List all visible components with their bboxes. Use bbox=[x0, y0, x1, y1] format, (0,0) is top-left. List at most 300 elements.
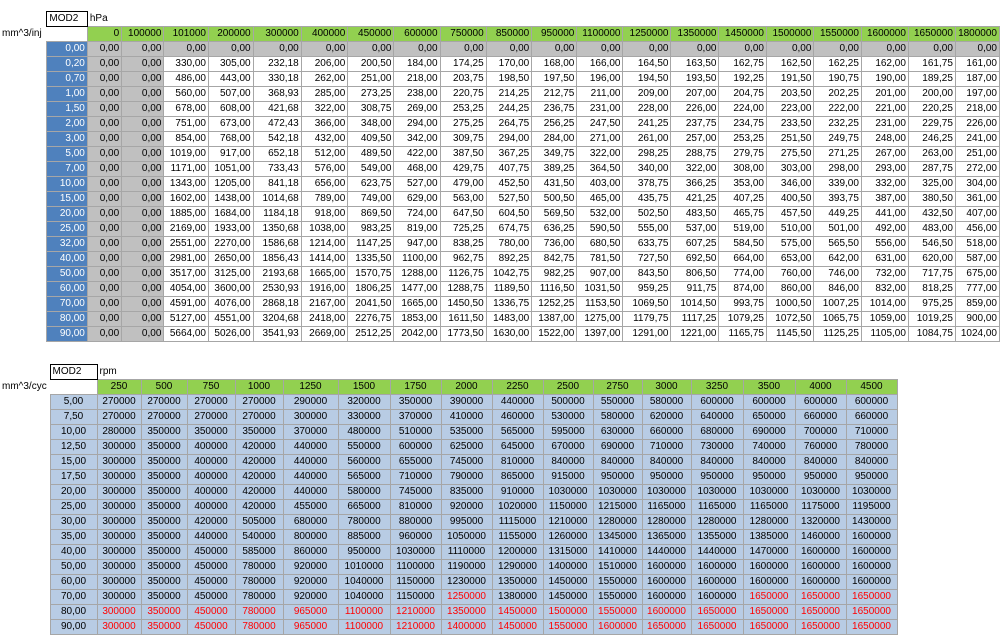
data-cell[interactable]: 512,00 bbox=[301, 147, 348, 162]
row-header-cell[interactable]: 10,00 bbox=[50, 425, 97, 440]
data-cell[interactable]: 0,00 bbox=[122, 147, 164, 162]
data-cell[interactable]: 300000 bbox=[97, 470, 141, 485]
data-cell[interactable]: 590,50 bbox=[577, 222, 623, 237]
data-cell[interactable]: 1450000 bbox=[543, 575, 593, 590]
data-cell[interactable]: 660000 bbox=[846, 410, 897, 425]
column-header-cell[interactable]: 200000 bbox=[208, 27, 253, 42]
data-cell[interactable]: 196,00 bbox=[577, 72, 623, 87]
data-cell[interactable]: 1280000 bbox=[593, 515, 642, 530]
data-cell[interactable]: 0,00 bbox=[348, 42, 394, 57]
data-cell[interactable]: 0,00 bbox=[671, 42, 719, 57]
sheet1-unit-cell[interactable]: hPa bbox=[87, 12, 121, 27]
data-cell[interactable]: 370000 bbox=[390, 410, 441, 425]
data-cell[interactable]: 642,00 bbox=[814, 252, 861, 267]
data-cell[interactable]: 565,50 bbox=[814, 237, 861, 252]
data-cell[interactable]: 1079,25 bbox=[719, 312, 766, 327]
data-cell[interactable]: 678,00 bbox=[164, 102, 209, 117]
data-cell[interactable]: 1600000 bbox=[743, 560, 795, 575]
row-header-cell[interactable]: 0,20 bbox=[47, 57, 88, 72]
data-cell[interactable]: 840000 bbox=[642, 455, 691, 470]
data-cell[interactable]: 162,00 bbox=[861, 57, 908, 72]
column-header-cell[interactable]: 750 bbox=[187, 380, 235, 395]
column-header-cell[interactable]: 1450000 bbox=[719, 27, 766, 42]
data-cell[interactable]: 1051,00 bbox=[208, 162, 253, 177]
row-header-cell[interactable]: 15,00 bbox=[50, 455, 97, 470]
data-cell[interactable]: 1650000 bbox=[795, 605, 846, 620]
data-cell[interactable]: 1290000 bbox=[492, 560, 543, 575]
data-cell[interactable]: 1165000 bbox=[642, 500, 691, 515]
data-cell[interactable]: 4551,00 bbox=[208, 312, 253, 327]
data-cell[interactable]: 733,43 bbox=[253, 162, 301, 177]
row-header-cell[interactable]: 15,00 bbox=[47, 192, 88, 207]
data-cell[interactable]: 332,00 bbox=[861, 177, 908, 192]
data-cell[interactable]: 1065,75 bbox=[814, 312, 861, 327]
data-cell[interactable]: 1210000 bbox=[390, 620, 441, 635]
data-cell[interactable]: 5127,00 bbox=[164, 312, 209, 327]
data-cell[interactable]: 675,00 bbox=[955, 267, 999, 282]
data-cell[interactable]: 959,25 bbox=[623, 282, 671, 297]
data-cell[interactable]: 620,00 bbox=[908, 252, 955, 267]
data-cell[interactable]: 865000 bbox=[492, 470, 543, 485]
data-cell[interactable]: 585000 bbox=[235, 545, 283, 560]
data-cell[interactable]: 422,00 bbox=[394, 147, 440, 162]
data-cell[interactable]: 322,00 bbox=[577, 147, 623, 162]
data-cell[interactable]: 1470000 bbox=[743, 545, 795, 560]
data-cell[interactable]: 407,75 bbox=[486, 162, 532, 177]
data-cell[interactable]: 874,00 bbox=[719, 282, 766, 297]
data-cell[interactable]: 353,00 bbox=[719, 177, 766, 192]
data-cell[interactable]: 211,00 bbox=[577, 87, 623, 102]
data-cell[interactable]: 760,00 bbox=[766, 267, 813, 282]
data-cell[interactable]: 832,00 bbox=[861, 282, 908, 297]
data-cell[interactable]: 1315000 bbox=[543, 545, 593, 560]
data-cell[interactable]: 507,00 bbox=[208, 87, 253, 102]
row-header-cell[interactable]: 20,00 bbox=[50, 485, 97, 500]
data-cell[interactable]: 1600000 bbox=[795, 545, 846, 560]
data-cell[interactable]: 450000 bbox=[187, 545, 235, 560]
data-cell[interactable]: 960000 bbox=[390, 530, 441, 545]
data-cell[interactable]: 198,50 bbox=[486, 72, 532, 87]
data-cell[interactable]: 420000 bbox=[235, 440, 283, 455]
data-cell[interactable]: 162,75 bbox=[719, 57, 766, 72]
data-cell[interactable]: 0,00 bbox=[122, 57, 164, 72]
data-cell[interactable]: 840000 bbox=[543, 455, 593, 470]
data-cell[interactable]: 309,75 bbox=[440, 132, 486, 147]
data-cell[interactable]: 1586,68 bbox=[253, 237, 301, 252]
data-cell[interactable]: 350000 bbox=[141, 515, 187, 530]
data-cell[interactable]: 298,00 bbox=[814, 162, 861, 177]
data-cell[interactable]: 270000 bbox=[141, 395, 187, 410]
data-cell[interactable]: 600000 bbox=[743, 395, 795, 410]
data-cell[interactable]: 2669,00 bbox=[301, 327, 348, 342]
data-cell[interactable]: 774,00 bbox=[719, 267, 766, 282]
data-cell[interactable]: 859,00 bbox=[955, 297, 999, 312]
data-cell[interactable]: 0,00 bbox=[122, 102, 164, 117]
data-cell[interactable]: 1600000 bbox=[691, 575, 743, 590]
data-cell[interactable]: 270000 bbox=[97, 395, 141, 410]
data-cell[interactable]: 0,00 bbox=[87, 237, 121, 252]
data-cell[interactable]: 2551,00 bbox=[164, 237, 209, 252]
data-cell[interactable]: 0,00 bbox=[87, 282, 121, 297]
data-cell[interactable]: 670000 bbox=[543, 440, 593, 455]
data-cell[interactable]: 410000 bbox=[441, 410, 492, 425]
data-cell[interactable]: 907,00 bbox=[577, 267, 623, 282]
data-cell[interactable]: 1030000 bbox=[642, 485, 691, 500]
data-cell[interactable]: 0,00 bbox=[87, 297, 121, 312]
column-header-cell[interactable]: 500 bbox=[141, 380, 187, 395]
data-cell[interactable]: 995000 bbox=[441, 515, 492, 530]
data-cell[interactable]: 450000 bbox=[187, 590, 235, 605]
data-cell[interactable]: 1050000 bbox=[441, 530, 492, 545]
data-cell[interactable]: 595000 bbox=[543, 425, 593, 440]
data-cell[interactable]: 2042,00 bbox=[394, 327, 440, 342]
data-cell[interactable]: 330,18 bbox=[253, 72, 301, 87]
data-cell[interactable]: 161,75 bbox=[908, 57, 955, 72]
sheet1-name-cell[interactable]: MOD2 bbox=[47, 12, 88, 27]
data-cell[interactable]: 1100000 bbox=[338, 605, 390, 620]
data-cell[interactable]: 810000 bbox=[390, 500, 441, 515]
data-cell[interactable]: 2167,00 bbox=[301, 297, 348, 312]
data-cell[interactable]: 623,75 bbox=[348, 177, 394, 192]
data-cell[interactable]: 387,50 bbox=[440, 147, 486, 162]
data-cell[interactable]: 206,00 bbox=[301, 57, 348, 72]
data-cell[interactable]: 565000 bbox=[338, 470, 390, 485]
data-cell[interactable]: 838,25 bbox=[440, 237, 486, 252]
data-cell[interactable]: 546,50 bbox=[908, 237, 955, 252]
data-cell[interactable]: 440000 bbox=[283, 470, 338, 485]
data-cell[interactable]: 1252,25 bbox=[532, 297, 577, 312]
data-cell[interactable]: 1650000 bbox=[846, 620, 897, 635]
column-header-cell[interactable]: 1500 bbox=[338, 380, 390, 395]
data-cell[interactable]: 407,25 bbox=[719, 192, 766, 207]
data-cell[interactable]: 1665,00 bbox=[301, 267, 348, 282]
data-cell[interactable]: 983,25 bbox=[348, 222, 394, 237]
data-cell[interactable]: 0,00 bbox=[122, 87, 164, 102]
data-cell[interactable]: 251,00 bbox=[955, 147, 999, 162]
column-header-cell[interactable]: 250 bbox=[97, 380, 141, 395]
data-cell[interactable]: 781,50 bbox=[577, 252, 623, 267]
data-cell[interactable]: 1280000 bbox=[691, 515, 743, 530]
data-cell[interactable]: 163,50 bbox=[671, 57, 719, 72]
data-cell[interactable]: 633,75 bbox=[623, 237, 671, 252]
data-cell[interactable]: 1014,68 bbox=[253, 192, 301, 207]
data-cell[interactable]: 0,00 bbox=[766, 42, 813, 57]
data-cell[interactable]: 0,00 bbox=[87, 117, 121, 132]
data-cell[interactable]: 1335,50 bbox=[348, 252, 394, 267]
data-cell[interactable]: 400000 bbox=[187, 440, 235, 455]
data-cell[interactable]: 238,00 bbox=[394, 87, 440, 102]
row-header-cell[interactable]: 1,50 bbox=[47, 102, 88, 117]
data-cell[interactable]: 0,00 bbox=[87, 252, 121, 267]
data-cell[interactable]: 275,25 bbox=[440, 117, 486, 132]
data-cell[interactable]: 330,00 bbox=[164, 57, 209, 72]
data-cell[interactable]: 197,00 bbox=[955, 87, 999, 102]
row-header-cell[interactable]: 20,00 bbox=[47, 207, 88, 222]
data-cell[interactable]: 0,00 bbox=[440, 42, 486, 57]
data-cell[interactable]: 1650000 bbox=[642, 620, 691, 635]
data-cell[interactable]: 403,00 bbox=[577, 177, 623, 192]
row-header-cell[interactable]: 17,50 bbox=[50, 470, 97, 485]
data-cell[interactable]: 189,25 bbox=[908, 72, 955, 87]
data-cell[interactable]: 3600,00 bbox=[208, 282, 253, 297]
sheet2-row-axis-label[interactable]: mm^3/cyc bbox=[0, 380, 50, 395]
data-cell[interactable]: 1040000 bbox=[338, 575, 390, 590]
column-header-cell[interactable]: 1750 bbox=[390, 380, 441, 395]
data-cell[interactable]: 241,00 bbox=[955, 132, 999, 147]
data-cell[interactable]: 600000 bbox=[390, 440, 441, 455]
data-cell[interactable]: 440000 bbox=[492, 395, 543, 410]
data-cell[interactable]: 502,50 bbox=[623, 207, 671, 222]
data-cell[interactable]: 366,25 bbox=[671, 177, 719, 192]
data-cell[interactable]: 1600000 bbox=[642, 590, 691, 605]
data-cell[interactable]: 1030000 bbox=[543, 485, 593, 500]
data-cell[interactable]: 501,00 bbox=[814, 222, 861, 237]
data-cell[interactable]: 468,00 bbox=[394, 162, 440, 177]
data-cell[interactable]: 660000 bbox=[642, 425, 691, 440]
data-cell[interactable]: 284,00 bbox=[532, 132, 577, 147]
data-cell[interactable]: 1483,00 bbox=[486, 312, 532, 327]
data-cell[interactable]: 300000 bbox=[97, 530, 141, 545]
data-cell[interactable]: 407,00 bbox=[955, 207, 999, 222]
data-cell[interactable]: 220,25 bbox=[908, 102, 955, 117]
data-cell[interactable]: 0,00 bbox=[122, 312, 164, 327]
data-cell[interactable]: 350000 bbox=[390, 395, 441, 410]
data-cell[interactable]: 2530,93 bbox=[253, 282, 301, 297]
data-cell[interactable]: 5026,00 bbox=[208, 327, 253, 342]
data-cell[interactable]: 1030000 bbox=[593, 485, 642, 500]
data-cell[interactable]: 191,50 bbox=[766, 72, 813, 87]
data-cell[interactable]: 0,00 bbox=[87, 147, 121, 162]
data-cell[interactable]: 2981,00 bbox=[164, 252, 209, 267]
data-cell[interactable]: 740000 bbox=[743, 440, 795, 455]
row-header-cell[interactable]: 70,00 bbox=[47, 297, 88, 312]
data-cell[interactable]: 580000 bbox=[338, 485, 390, 500]
data-cell[interactable]: 840000 bbox=[846, 455, 897, 470]
data-cell[interactable]: 361,00 bbox=[955, 192, 999, 207]
data-cell[interactable]: 0,00 bbox=[122, 222, 164, 237]
data-cell[interactable]: 272,00 bbox=[955, 162, 999, 177]
data-cell[interactable]: 440000 bbox=[187, 530, 235, 545]
data-cell[interactable]: 1230000 bbox=[441, 575, 492, 590]
data-cell[interactable]: 0,00 bbox=[861, 42, 908, 57]
data-cell[interactable]: 1500000 bbox=[543, 605, 593, 620]
column-header-cell[interactable]: 1650000 bbox=[908, 27, 955, 42]
data-cell[interactable]: 5664,00 bbox=[164, 327, 209, 342]
data-cell[interactable]: 854,00 bbox=[164, 132, 209, 147]
data-cell[interactable]: 950000 bbox=[795, 470, 846, 485]
data-cell[interactable]: 168,00 bbox=[532, 57, 577, 72]
data-cell[interactable]: 300000 bbox=[97, 590, 141, 605]
data-cell[interactable]: 1550000 bbox=[593, 590, 642, 605]
column-header-cell[interactable]: 2500 bbox=[543, 380, 593, 395]
data-cell[interactable]: 226,00 bbox=[955, 117, 999, 132]
data-cell[interactable]: 1171,00 bbox=[164, 162, 209, 177]
data-cell[interactable]: 0,00 bbox=[301, 42, 348, 57]
data-cell[interactable]: 1014,50 bbox=[671, 297, 719, 312]
data-cell[interactable]: 440000 bbox=[283, 440, 338, 455]
data-cell[interactable]: 270000 bbox=[187, 395, 235, 410]
data-cell[interactable]: 0,00 bbox=[122, 72, 164, 87]
data-cell[interactable]: 212,75 bbox=[532, 87, 577, 102]
data-cell[interactable]: 1115000 bbox=[492, 515, 543, 530]
data-cell[interactable]: 209,00 bbox=[623, 87, 671, 102]
data-cell[interactable]: 1522,00 bbox=[532, 327, 577, 342]
data-cell[interactable]: 569,50 bbox=[532, 207, 577, 222]
data-cell[interactable]: 320000 bbox=[338, 395, 390, 410]
data-cell[interactable]: 400000 bbox=[187, 470, 235, 485]
data-cell[interactable]: 270000 bbox=[187, 410, 235, 425]
data-cell[interactable]: 187,00 bbox=[955, 72, 999, 87]
data-cell[interactable]: 664,00 bbox=[719, 252, 766, 267]
data-cell[interactable]: 1125,25 bbox=[814, 327, 861, 342]
data-cell[interactable]: 555,00 bbox=[623, 222, 671, 237]
data-cell[interactable]: 885000 bbox=[338, 530, 390, 545]
row-header-cell[interactable]: 3,00 bbox=[47, 132, 88, 147]
data-cell[interactable]: 540000 bbox=[235, 530, 283, 545]
data-cell[interactable]: 700000 bbox=[795, 425, 846, 440]
data-cell[interactable]: 690000 bbox=[743, 425, 795, 440]
data-cell[interactable]: 1059,00 bbox=[861, 312, 908, 327]
data-cell[interactable]: 1410000 bbox=[593, 545, 642, 560]
data-cell[interactable]: 1630,00 bbox=[486, 327, 532, 342]
data-cell[interactable]: 253,25 bbox=[440, 102, 486, 117]
data-cell[interactable]: 0,00 bbox=[122, 282, 164, 297]
data-cell[interactable]: 393,75 bbox=[814, 192, 861, 207]
data-cell[interactable]: 1684,00 bbox=[208, 207, 253, 222]
data-cell[interactable]: 1260000 bbox=[543, 530, 593, 545]
data-cell[interactable]: 231,00 bbox=[577, 102, 623, 117]
data-cell[interactable]: 465,00 bbox=[577, 192, 623, 207]
data-cell[interactable]: 1200000 bbox=[492, 545, 543, 560]
data-cell[interactable]: 0,00 bbox=[814, 42, 861, 57]
column-header-cell[interactable]: 4000 bbox=[795, 380, 846, 395]
data-cell[interactable]: 364,50 bbox=[577, 162, 623, 177]
data-cell[interactable]: 1600000 bbox=[593, 620, 642, 635]
data-cell[interactable]: 530000 bbox=[543, 410, 593, 425]
data-cell[interactable]: 269,00 bbox=[394, 102, 440, 117]
data-cell[interactable]: 231,00 bbox=[861, 117, 908, 132]
data-cell[interactable]: 587,00 bbox=[955, 252, 999, 267]
data-cell[interactable]: 840000 bbox=[795, 455, 846, 470]
data-cell[interactable]: 500000 bbox=[543, 395, 593, 410]
data-cell[interactable]: 780000 bbox=[235, 605, 283, 620]
row-header-cell[interactable]: 50,00 bbox=[47, 267, 88, 282]
data-cell[interactable]: 279,75 bbox=[719, 147, 766, 162]
data-cell[interactable]: 1019,00 bbox=[164, 147, 209, 162]
data-cell[interactable]: 1650000 bbox=[846, 590, 897, 605]
row-header-cell[interactable]: 90,00 bbox=[47, 327, 88, 342]
data-cell[interactable]: 1195000 bbox=[846, 500, 897, 515]
data-cell[interactable]: 350000 bbox=[141, 530, 187, 545]
data-cell[interactable]: 486,00 bbox=[164, 72, 209, 87]
data-cell[interactable]: 170,00 bbox=[486, 57, 532, 72]
data-cell[interactable]: 1038,00 bbox=[301, 222, 348, 237]
data-cell[interactable]: 841,18 bbox=[253, 177, 301, 192]
data-cell[interactable]: 330000 bbox=[338, 410, 390, 425]
data-cell[interactable]: 1250000 bbox=[441, 590, 492, 605]
column-header-cell[interactable]: 600000 bbox=[394, 27, 440, 42]
data-cell[interactable]: 449,25 bbox=[814, 207, 861, 222]
data-cell[interactable]: 950000 bbox=[846, 470, 897, 485]
data-cell[interactable]: 450000 bbox=[187, 575, 235, 590]
data-cell[interactable]: 300000 bbox=[97, 500, 141, 515]
data-cell[interactable]: 518,00 bbox=[955, 237, 999, 252]
data-cell[interactable]: 1280000 bbox=[642, 515, 691, 530]
data-cell[interactable]: 2276,75 bbox=[348, 312, 394, 327]
data-cell[interactable]: 261,00 bbox=[623, 132, 671, 147]
sheet1-row-axis-label[interactable]: mm^3/inj bbox=[0, 27, 47, 42]
data-cell[interactable]: 1600000 bbox=[691, 590, 743, 605]
data-cell[interactable]: 465,75 bbox=[719, 207, 766, 222]
data-cell[interactable]: 340,00 bbox=[623, 162, 671, 177]
data-cell[interactable]: 630000 bbox=[593, 425, 642, 440]
data-cell[interactable]: 1165000 bbox=[743, 500, 795, 515]
row-header-cell[interactable]: 0,00 bbox=[47, 42, 88, 57]
data-cell[interactable]: 600000 bbox=[846, 395, 897, 410]
data-cell[interactable]: 400000 bbox=[187, 500, 235, 515]
data-cell[interactable]: 200,00 bbox=[908, 87, 955, 102]
data-cell[interactable]: 164,50 bbox=[623, 57, 671, 72]
data-cell[interactable]: 1350000 bbox=[492, 575, 543, 590]
data-cell[interactable]: 390000 bbox=[441, 395, 492, 410]
data-cell[interactable]: 777,00 bbox=[955, 282, 999, 297]
data-cell[interactable]: 760000 bbox=[795, 440, 846, 455]
column-header-cell[interactable]: 1550000 bbox=[814, 27, 861, 42]
data-cell[interactable]: 226,00 bbox=[671, 102, 719, 117]
data-cell[interactable]: 910000 bbox=[492, 485, 543, 500]
data-cell[interactable]: 1165000 bbox=[691, 500, 743, 515]
data-cell[interactable]: 483,00 bbox=[908, 222, 955, 237]
data-cell[interactable]: 0,00 bbox=[955, 42, 999, 57]
data-cell[interactable]: 950000 bbox=[338, 545, 390, 560]
data-cell[interactable]: 1040000 bbox=[338, 590, 390, 605]
data-cell[interactable]: 2041,50 bbox=[348, 297, 394, 312]
data-cell[interactable]: 204,75 bbox=[719, 87, 766, 102]
data-cell[interactable]: 510,00 bbox=[766, 222, 813, 237]
data-cell[interactable]: 620000 bbox=[642, 410, 691, 425]
data-cell[interactable]: 2193,68 bbox=[253, 267, 301, 282]
data-cell[interactable]: 409,50 bbox=[348, 132, 394, 147]
data-cell[interactable]: 3517,00 bbox=[164, 267, 209, 282]
data-cell[interactable]: 203,75 bbox=[440, 72, 486, 87]
data-cell[interactable]: 749,00 bbox=[348, 192, 394, 207]
data-cell[interactable]: 843,50 bbox=[623, 267, 671, 282]
data-cell[interactable]: 965000 bbox=[283, 620, 338, 635]
data-cell[interactable]: 0,00 bbox=[122, 177, 164, 192]
data-cell[interactable]: 1105,00 bbox=[861, 327, 908, 342]
data-cell[interactable]: 350000 bbox=[141, 425, 187, 440]
data-cell[interactable]: 232,25 bbox=[814, 117, 861, 132]
column-header-cell[interactable]: 1500000 bbox=[766, 27, 813, 42]
column-header-cell[interactable]: 100000 bbox=[122, 27, 164, 42]
data-cell[interactable]: 1806,25 bbox=[348, 282, 394, 297]
data-cell[interactable]: 607,25 bbox=[671, 237, 719, 252]
data-cell[interactable]: 730000 bbox=[691, 440, 743, 455]
data-cell[interactable]: 892,25 bbox=[486, 252, 532, 267]
data-cell[interactable]: 0,00 bbox=[122, 327, 164, 342]
data-cell[interactable]: 2169,00 bbox=[164, 222, 209, 237]
row-header-cell[interactable]: 80,00 bbox=[47, 312, 88, 327]
data-cell[interactable]: 560,00 bbox=[164, 87, 209, 102]
data-cell[interactable]: 0,00 bbox=[122, 192, 164, 207]
data-cell[interactable]: 420000 bbox=[235, 470, 283, 485]
data-cell[interactable]: 4076,00 bbox=[208, 297, 253, 312]
row-header-cell[interactable]: 30,00 bbox=[50, 515, 97, 530]
data-cell[interactable]: 751,00 bbox=[164, 117, 209, 132]
data-cell[interactable]: 300000 bbox=[97, 560, 141, 575]
data-cell[interactable]: 293,00 bbox=[861, 162, 908, 177]
data-cell[interactable]: 455000 bbox=[283, 500, 338, 515]
